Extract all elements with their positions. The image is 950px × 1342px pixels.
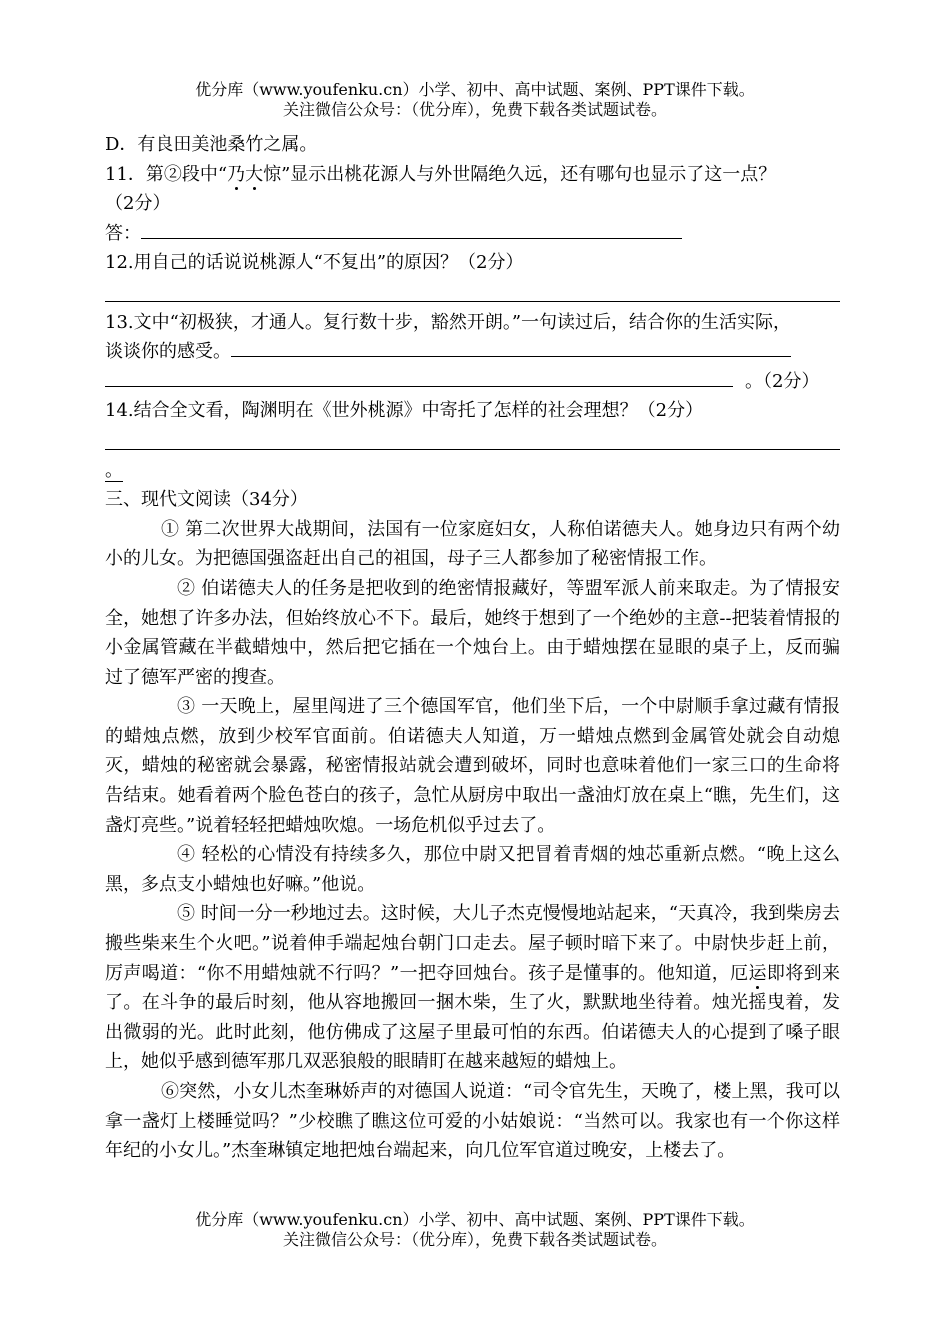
answer-line-14-end: 。 <box>105 459 123 481</box>
answer-line-12[interactable] <box>105 278 840 308</box>
emphasis-char: 运 <box>748 962 767 984</box>
option-d: D．有良田美池桑竹之属。 <box>105 134 318 155</box>
reading-paragraph-6: ⑥突然，小女儿杰奎琳娇声的对德国人说道：“司令官先生，天晚了，楼上黑，我可以拿一盏灯上楼睡觉吗？”少校瞧了瞧这位可爱的小姑娘说：“当然可以。我家也有一个你这样年纪的小女儿。”杰奎琳镇定地把烛台端起来，向几位军官道过晚安，上楼去了。 <box>105 1081 840 1162</box>
reading-paragraph-4: ④ 轻松的心情没有持续多久，那位中尉又把冒着青烟的烛芯重新点燃。“晚上这么黑，多点支小蜡烛也好嘛。”他说。 <box>105 844 840 895</box>
banner-line-1: 优分库（www.youfenku.cn）小学、初中、高中试题、案例、PPT课件下载。 <box>195 1210 755 1229</box>
banner-line-1: 优分库（www.youfenku.cn）小学、初中、高中试题、案例、PPT课件下载。 <box>195 80 755 99</box>
answer-rule <box>105 449 840 450</box>
section-heading: 三、现代文阅读（34分） <box>105 489 308 511</box>
answer-rule <box>105 301 840 302</box>
banner-line-2: 关注微信公众号：（优分库），免费下载各类试题试卷。 <box>282 100 667 119</box>
emphasis-char: 乃 <box>227 163 246 185</box>
answer-blank[interactable] <box>141 220 682 239</box>
reading-paragraph-1: ① 第二次世界大战期间，法国有一位家庭妇女，人称伯诺德夫人。她身边只有两个幼小的儿女。为把德国强盗赶出自己的祖国，母子三人都参加了秘密情报工作。 <box>105 518 840 570</box>
question-13-line2: 谈谈你的感受。 <box>105 337 840 367</box>
reading-paragraph-2: ② 伯诺德夫人的任务是把收到的绝密情报藏好，等盟军派人前来取走。为了情报安全，她想了许多办法，但始终放心不下。最后，她终于想到了一个绝妙的主意--把装着情报的小金属管藏在半截蜡烛中，然后把它插在一个烛台上。由于蜡烛摆在显眼的桌子上，反而骗过了德军严密的搜查。 <box>105 577 840 688</box>
reading-paragraph-3: ③ 一天晚上，屋里闯进了三个德国军官，他们坐下后，一个中尉顺手拿过藏有情报的蜡烛点燃，放到少校军官面前。伯诺德夫人知道，万一蜡烛点燃到金属管处就会自动熄灭，蜡烛的秘密就会暴露，秘密情报站就会遭到破坏，同时也意味着他们一家三口的生命将告结束。她看着两个脸色苍白的孩子，急忙从厨房中取出一盏油灯放在桌上“瞧，先生们，这盏灯亮些。”说着轻轻把蜡烛吹熄。一场危机似乎过去了。 <box>105 696 840 836</box>
banner-line-2: 关注微信公众号：（优分库），免费下载各类试题试卷。 <box>282 1230 667 1249</box>
question-11: 11．第②段中“乃大惊”显示出桃花源人与外世隔绝久远，还有哪句也显示了这一点？ <box>105 163 777 185</box>
answer-blank[interactable] <box>105 368 733 387</box>
question-13: 13.文中“初极狭，才通人。复行数十步，豁然开朗。”一句读过后，结合你的生活实际， <box>105 311 792 333</box>
reading-paragraph-5: ⑤ 时间一分一秒地过去。这时候，大儿子杰克慢慢地站起来，“天真冷，我到柴房去搬些柴来生个火吧。”说着伸手端起烛台朝门口走去。屋子顿时暗下来了。中尉快步赶上前，厉声喝道：“你不用蜡烛就不行吗？”一把夺回烛台。孩子是懂事的。他知道，厄运即将到来了。在斗争的最后时刻，他从容地搬回一捆木柴，生了火，默默地坐待着。烛光摇曳着，发出微弱的光。此时此刻，他仿佛成了这屋子里最可怕的东西。伯诺德夫人的心提到了嗓子眼上，她似乎感到德军那几双恶狼般的眼睛盯在越来越短的蜡烛上。 <box>105 903 841 1073</box>
main-content <box>105 130 840 1166</box>
question-14: 14.结合全文看，陶渊明在《世外桃源》中寄托了怎样的社会理想？（2分） <box>105 400 704 422</box>
footer-banner <box>0 1210 950 1250</box>
question-11-score: （2分） <box>105 193 171 215</box>
emphasis-char: 大 <box>245 163 264 185</box>
header-banner <box>0 80 950 120</box>
answer-line-13: 。（2分） <box>105 367 840 397</box>
question-12: 12.用自己的话说说桃源人“不复出”的原因？（2分） <box>105 252 524 274</box>
answer-line-14[interactable] <box>105 426 840 456</box>
answer-blank[interactable] <box>231 338 791 357</box>
answer-line-11: 答： <box>105 219 840 249</box>
